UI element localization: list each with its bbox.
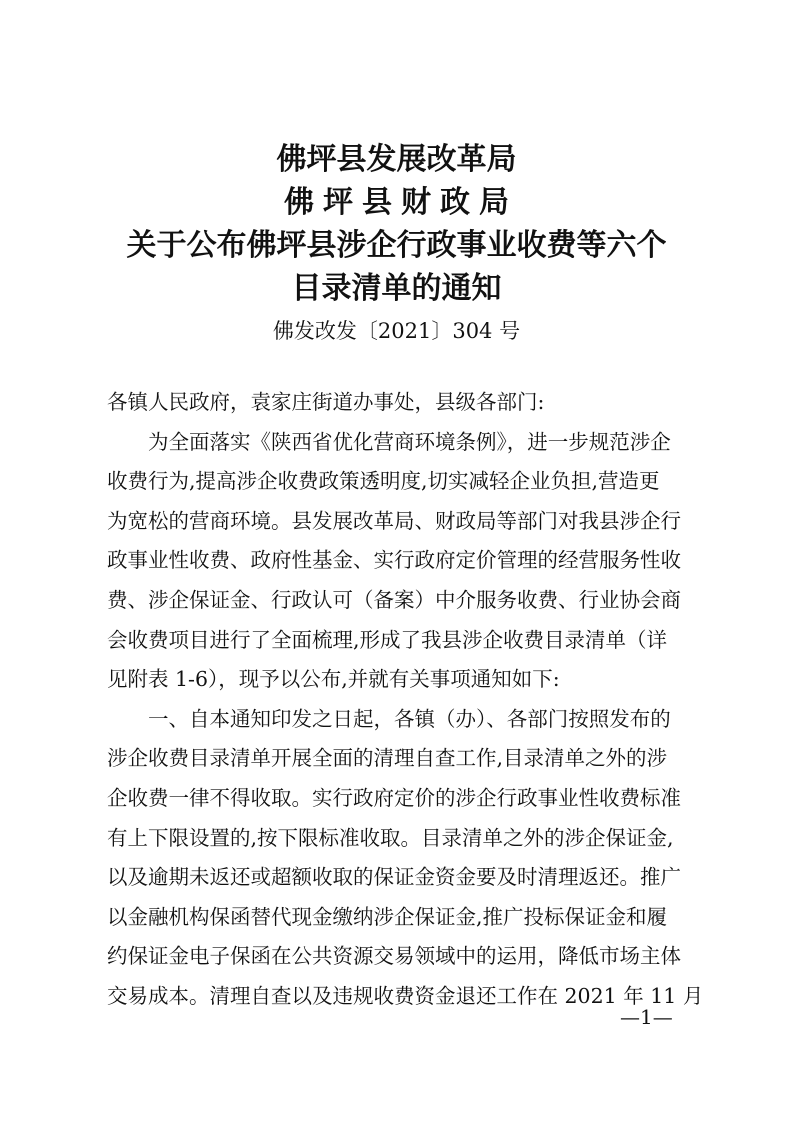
body-line: 收费行为,提高涉企收费政策透明度,切实减轻企业负担,营造更 [107, 469, 660, 494]
body-line: 企收费一律不得收取。实行政府定价的涉企行政事业性收费标准 [107, 785, 681, 810]
body-line: 政事业性收费、政府性基金、实行政府定价管理的经营服务性收 [107, 548, 681, 573]
document-number: 佛发改发〔2021〕304 号 [272, 319, 521, 343]
body-line: 有上下限设置的,按下限标准收取。目录清单之外的涉企保证金, [107, 825, 674, 850]
body-line: 一、自本通知印发之日起，各镇（办）、各部门按照发布的 [148, 706, 671, 731]
document-title [0, 138, 793, 310]
body-line: 为全面落实《陕西省优化营商环境条例》，进一步规范涉企 [148, 429, 671, 454]
title-issuer-1: 佛坪县发展改革局 [276, 142, 517, 177]
document-body [107, 383, 704, 1017]
body-line: 交易成本。清理自查以及违规收费资金退还工作在 2021 年 11 月 [107, 983, 704, 1008]
body-line: 以金融机构保函替代现金缴纳涉企保证金,推广投标保证金和履 [107, 904, 668, 929]
body-line: 见附表 1-6），现予以公布,并就有关事项通知如下: [107, 667, 560, 692]
body-line: 涉企收费目录清单开展全面的清理自查工作,目录清单之外的涉 [107, 746, 668, 771]
body-line: 费、涉企保证金、行政认可（备案）中介服务收费、行业协会商 [107, 587, 681, 612]
body-line: 以及逾期未返还或超额收取的保证金资金要及时清理返还。推广 [107, 865, 681, 890]
title-subject-1: 关于公布佛坪县涉企行政事业收费等六个 [126, 228, 667, 263]
title-subject-2: 目录清单的通知 [291, 271, 502, 306]
title-issuer-2: 佛坪县财政局 [284, 185, 518, 220]
body-line: 为宽松的营商环境。县发展改革局、财政局等部门对我县涉企行 [107, 508, 681, 533]
body-line: 会收费项目进行了全面梳理,形成了我县涉企收费目录清单（详 [107, 627, 668, 652]
body-line: 约保证金电子保函在公共资源交易领域中的运用，降低市场主体 [107, 944, 681, 969]
page-number: —1— [620, 1005, 673, 1029]
salutation-line: 各镇人民政府，袁家庄街道办事处，县级各部门: [107, 390, 545, 414]
